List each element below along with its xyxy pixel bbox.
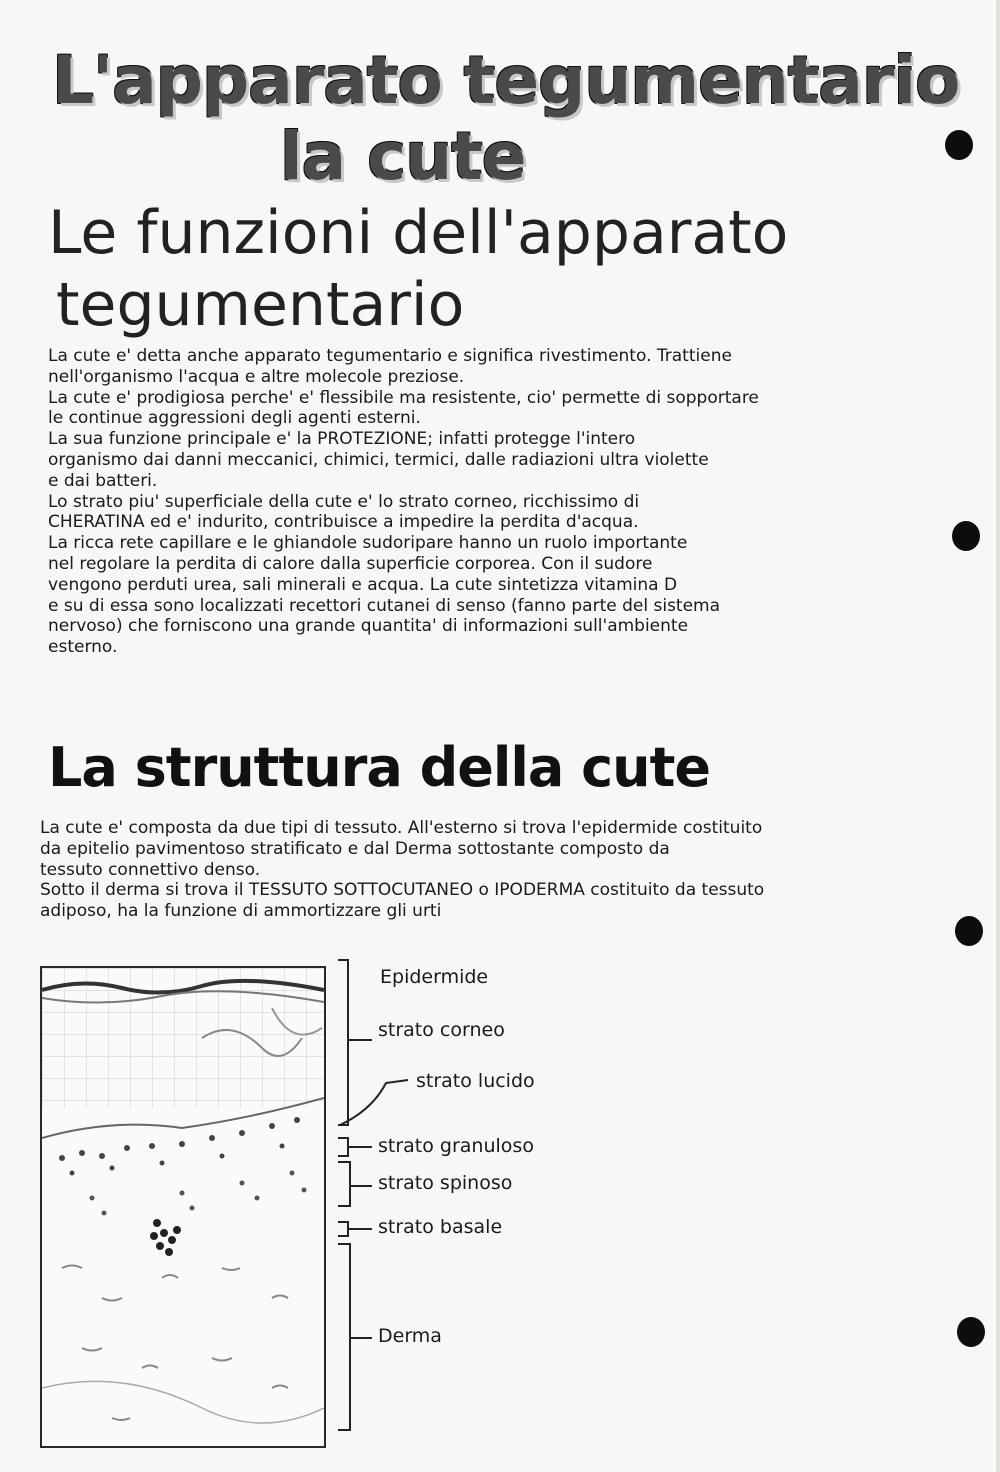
text-line: Sotto il derma si trova il TESSUTO SOTTOCUTANEO o IPODERMA costituito da tessuto [40, 880, 765, 901]
text-line: nervoso) che forniscono una grande quantita' di informazioni sull'ambiente [48, 616, 689, 637]
text-line: organismo dai danni meccanici, chimici, termici, dalle radiazioni ultra violette [48, 449, 709, 470]
section-heading-structure: La struttura della cute [48, 736, 711, 799]
text-line: vengono perduti urea, sali minerali e acqua. La cute sintetizza vitamina D [48, 574, 678, 595]
label-strato-corneo: strato corneo [378, 1019, 505, 1041]
label-strato-granuloso: strato granuloso [378, 1135, 534, 1157]
text-line: La cute e' composta da due tipi di tessuto. All'esterno si trova l'epidermide costituito [40, 818, 763, 838]
text-line: e su di essa sono localizzati recettori cutanei di senso (fanno parte del sistema [48, 595, 721, 616]
spinoso-bracket [338, 1162, 372, 1206]
text-line: Lo strato piu' superficiale della cute e' lo strato corneo, ricchissimo di [48, 491, 640, 512]
label-epidermide: Epidermide [380, 966, 489, 988]
text-line: nel regolare la perdita di calore dalla superficie corporea. Con il sudore [48, 553, 653, 574]
main-title: L'apparato tegumentario [52, 42, 960, 119]
text-line: La cute e' prodigiosa perche' e' flessibile ma resistente, cio' permette di sopportare [48, 387, 759, 408]
text-line: La ricca rete capillare e le ghiandole sudoripare hanno un ruolo importante [48, 533, 688, 554]
label-strato-spinoso: strato spinoso [378, 1172, 513, 1194]
basale-bracket [338, 1222, 372, 1236]
text-line: La sua funzione principale e' la PROTEZIONE; infatti protegge l'intero [48, 429, 636, 450]
section-heading-functions-cont: tegumentario [56, 270, 465, 340]
text-line: adiposo, ha la funzione di ammortizzare gli urti [40, 901, 442, 922]
text-line: da epitelio pavimentoso stratificato e dal Derma sottostante composto da [40, 838, 670, 859]
text-line: tessuto connettivo denso. [40, 859, 261, 880]
label-strato-basale: strato basale [378, 1216, 503, 1238]
text-line: esterno. [48, 637, 118, 658]
granuloso-bracket [338, 1138, 372, 1156]
main-subtitle: la cute [280, 118, 526, 195]
epidermis-bracket [338, 960, 348, 1125]
label-strato-lucido: strato lucido [416, 1070, 535, 1092]
text-line: CHERATINA ed e' indurito, contribuisce a impedire la perdita d'acqua. [48, 512, 639, 533]
section-heading-functions: Le funzioni dell'apparato [48, 198, 789, 268]
text-line: le continue aggressioni degli agenti esterni. [48, 408, 421, 429]
derma-bracket [338, 1244, 372, 1430]
text-line: e dai batteri. [48, 470, 158, 491]
text-line: nell'organismo l'acqua e altre molecole preziose. [48, 366, 465, 387]
lucido-leader [340, 1080, 408, 1125]
text-line: La cute e' detta anche apparato tegumentario e significa rivestimento. Trattiene [48, 346, 732, 366]
label-derma: Derma [378, 1325, 442, 1347]
